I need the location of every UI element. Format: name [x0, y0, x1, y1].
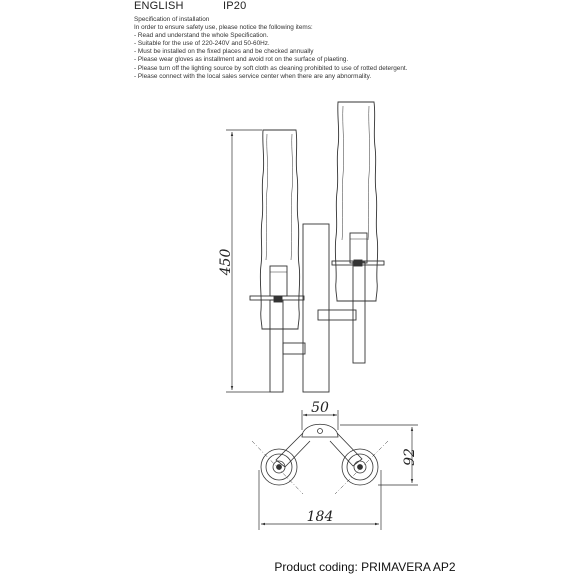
left-top-arm [276, 433, 310, 467]
spec-item: - Suitable for the use of 220-240V and 50-60Hz. [134, 40, 270, 48]
product-coding: Product coding: PRIMAVERA AP2 [274, 560, 456, 574]
spec-item: - Read and understand the whole Specification. [134, 32, 269, 40]
top-view [252, 424, 388, 494]
mount-plate [302, 424, 338, 437]
right-glass-shade [335, 102, 377, 301]
right-stem [353, 262, 365, 363]
total-width-value: 184 [306, 509, 334, 525]
top-width-value: 50 [311, 400, 329, 416]
depth-value: 92 [402, 448, 418, 466]
right-socket [350, 233, 367, 263]
height-value: 450 [218, 248, 234, 276]
language-label: ENGLISH [134, 0, 184, 12]
left-socket [270, 266, 287, 296]
wall-plate [303, 224, 329, 392]
spec-title: Specification of installation [134, 16, 210, 23]
spec-intro: In order to ensure safety use, please notice the following items: [134, 24, 313, 32]
spec-item: - Please wear gloves as installment and avoid rot on the surface of plaeting. [134, 56, 349, 64]
spec-item: - Please connect with the local sales service center when there are any abnormality. [134, 72, 372, 80]
spec-item: - Please turn off the lighting source by soft cloth as cleaning prohibited to use of rotted detergent. [134, 64, 408, 72]
front-view [250, 102, 384, 392]
left-arm [283, 343, 305, 354]
footer [0, 560, 580, 574]
right-arm [318, 310, 356, 320]
ip-rating-label: IP20 [223, 0, 247, 12]
spec-item: - Must be installed on the fixed places and be checked annually [134, 48, 314, 56]
left-stem [270, 300, 283, 392]
